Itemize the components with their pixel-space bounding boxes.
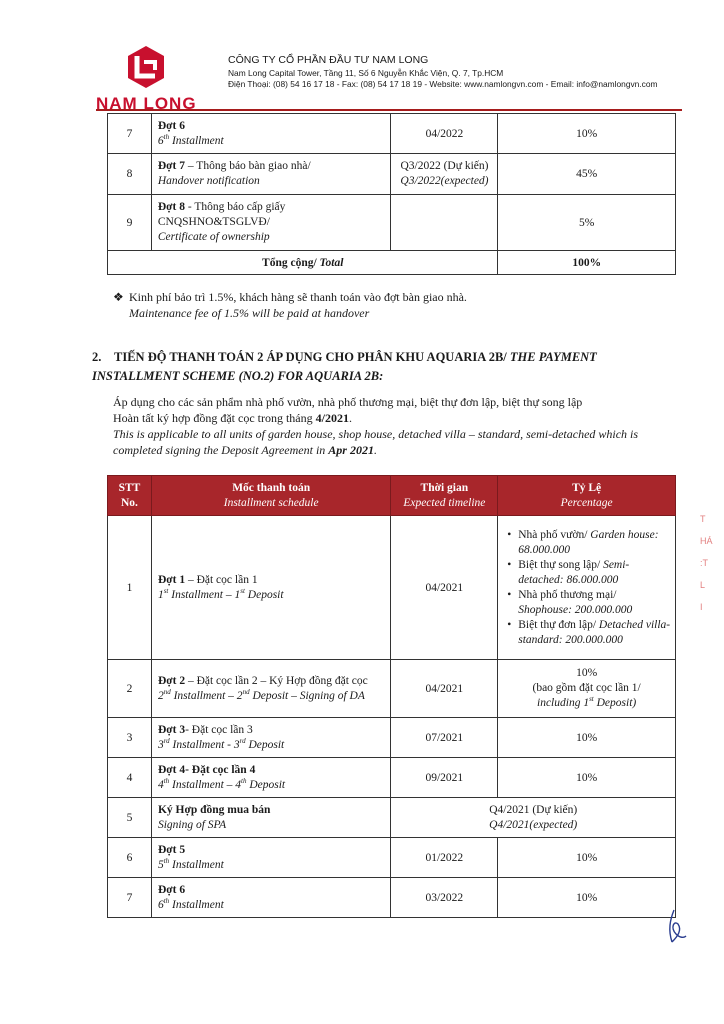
row-number: 8 bbox=[108, 154, 152, 195]
installment-cell: Đợt 5 5th Installment bbox=[151, 838, 391, 878]
diamond-bullet-icon: ❖ bbox=[113, 290, 124, 304]
company-contact: Điện Thoại: (08) 54 16 17 18 - Fax: (08) 54 17 18 19 - Website: www.namlongvn.com - Email: info@namlongvn.com bbox=[228, 79, 658, 89]
header-time: Thời gian Expected timeline bbox=[391, 476, 498, 516]
deposit-amount-list bbox=[498, 526, 675, 650]
payment-table-1 bbox=[107, 113, 676, 275]
table-row bbox=[108, 660, 676, 718]
percent-cell: 5% bbox=[498, 195, 676, 251]
time-cell: 01/2022 bbox=[391, 838, 498, 878]
section-2-intro: Áp dụng cho các sản phẩm nhà phố vườn, nhà phố thương mại, biệt thự đơn lập, biệt thự song lập Hoàn tất ký hợp đồng đặt cọc trong tháng 4/2021. This is applicable to all units of garden house, shop house, detached villa – standard, semi-detached which is completed signing the Deposit Agreement in Apr 2021. bbox=[113, 395, 639, 457]
table-row bbox=[108, 878, 676, 918]
signature-mark bbox=[660, 908, 690, 946]
time-cell: Q4/2021 (Dự kiến) Q4/2021(expected) bbox=[391, 798, 676, 838]
installment-cell: Ký Hợp đồng mua bán Signing of SPA bbox=[151, 798, 391, 838]
payment-table-2 bbox=[107, 475, 676, 918]
percent-cell bbox=[498, 516, 676, 660]
row-number: 3 bbox=[108, 718, 152, 758]
table-row bbox=[108, 718, 676, 758]
header-divider bbox=[96, 109, 682, 111]
row-number: 7 bbox=[108, 878, 152, 918]
row-number: 1 bbox=[108, 516, 152, 660]
installment-cell: Đợt 2 – Đặt cọc lần 2 – Ký Hợp đồng đặt cọc 2nd Installment – 2nd Deposit – Signing of DA bbox=[151, 660, 391, 718]
installment-cell: Đợt 7 – Thông báo bàn giao nhà/ Handover notification bbox=[151, 154, 391, 195]
time-cell: Q3/2022 (Dự kiến) Q3/2022(expected) bbox=[391, 154, 498, 195]
percent-cell: 10% bbox=[498, 758, 676, 798]
company-logo bbox=[96, 44, 206, 114]
time-cell: 04/2022 bbox=[391, 114, 498, 154]
table-row bbox=[108, 516, 676, 660]
table-row bbox=[108, 195, 676, 251]
percent-cell: 10% bbox=[498, 718, 676, 758]
logo-text: NAM LONG bbox=[96, 94, 197, 113]
percent-cell: 10% (bao gồm đặt cọc lần 1/ including 1st Deposit) bbox=[498, 660, 676, 718]
company-info bbox=[228, 54, 708, 90]
row-number: 6 bbox=[108, 838, 152, 878]
header-stt: STT No. bbox=[108, 476, 152, 516]
table-row bbox=[108, 114, 676, 154]
company-stamp-partial: T HÁ :T L I bbox=[700, 514, 713, 612]
table-row bbox=[108, 758, 676, 798]
row-number: 7 bbox=[108, 114, 152, 154]
table-row bbox=[108, 798, 676, 838]
time-cell: 07/2021 bbox=[391, 718, 498, 758]
row-number: 9 bbox=[108, 195, 152, 251]
section-2-title: 2. TIẾN ĐỘ THANH TOÁN 2 ÁP DỤNG CHO PHÂN KHU AQUARIA 2B/ THE PAYMENT INSTALLMENT SCHEME (NO.2) FOR AQUARIA 2B: bbox=[92, 350, 597, 383]
percent-cell: 10% bbox=[498, 838, 676, 878]
maintenance-note: ❖ Kinh phí bảo trì 1.5%, khách hàng sẽ thanh toán vào đợt bàn giao nhà. Maintenance fee of 1.5% will be paid at handover bbox=[113, 290, 467, 320]
time-cell bbox=[391, 195, 498, 251]
list-item: • Nhà phố vườn/ Garden house: 68.000.000 bbox=[504, 528, 671, 558]
header-percent: Tỷ Lệ Percentage bbox=[498, 476, 676, 516]
total-label: Tổng cộng/ Total bbox=[108, 251, 498, 275]
table-row bbox=[108, 154, 676, 195]
time-cell: 04/2021 bbox=[391, 660, 498, 718]
installment-cell: Đợt 6 6th Installment bbox=[151, 114, 391, 154]
row-number: 4 bbox=[108, 758, 152, 798]
time-cell: 09/2021 bbox=[391, 758, 498, 798]
percent-cell: 45% bbox=[498, 154, 676, 195]
company-address: Nam Long Capital Tower, Tầng 11, Số 6 Nguyễn Khắc Viện, Q. 7, Tp.HCM bbox=[228, 68, 504, 78]
total-row bbox=[108, 251, 676, 275]
nam-long-logo-icon bbox=[124, 44, 168, 90]
installment-cell: Đợt 1 – Đặt cọc lần 1 1st Installment – 1st Deposit bbox=[151, 516, 391, 660]
time-cell: 03/2022 bbox=[391, 878, 498, 918]
time-cell: 04/2021 bbox=[391, 516, 498, 660]
total-percent: 100% bbox=[498, 251, 676, 275]
table-header bbox=[108, 476, 676, 516]
installment-cell: Đợt 8 - Thông báo cấp giấy CNQSHNO&TSGLVĐ/ Certificate of ownership bbox=[151, 195, 391, 251]
company-name: CÔNG TY CỔ PHẦN ĐẦU TƯ NAM LONG bbox=[228, 54, 429, 66]
list-item: • Biệt thự đơn lập/ Detached villa- standard: 200.000.000 bbox=[504, 618, 671, 648]
installment-cell: Đợt 4- Đặt cọc lần 4 4th Installment – 4th Deposit bbox=[151, 758, 391, 798]
row-number: 2 bbox=[108, 660, 152, 718]
installment-cell: Đợt 6 6th Installment bbox=[151, 878, 391, 918]
header-schedule: Mốc thanh toán Installment schedule bbox=[151, 476, 391, 516]
table-row bbox=[108, 838, 676, 878]
list-item: • Nhà phố thương mại/ Shophouse: 200.000.000 bbox=[504, 588, 671, 618]
percent-cell: 10% bbox=[498, 114, 676, 154]
list-item: • Biệt thự song lập/ Semi-detached: 86.000.000 bbox=[504, 558, 671, 588]
percent-cell: 10% bbox=[498, 878, 676, 918]
installment-cell: Đợt 3- Đặt cọc lần 3 3rd Installment - 3rd Deposit bbox=[151, 718, 391, 758]
row-number: 5 bbox=[108, 798, 152, 838]
